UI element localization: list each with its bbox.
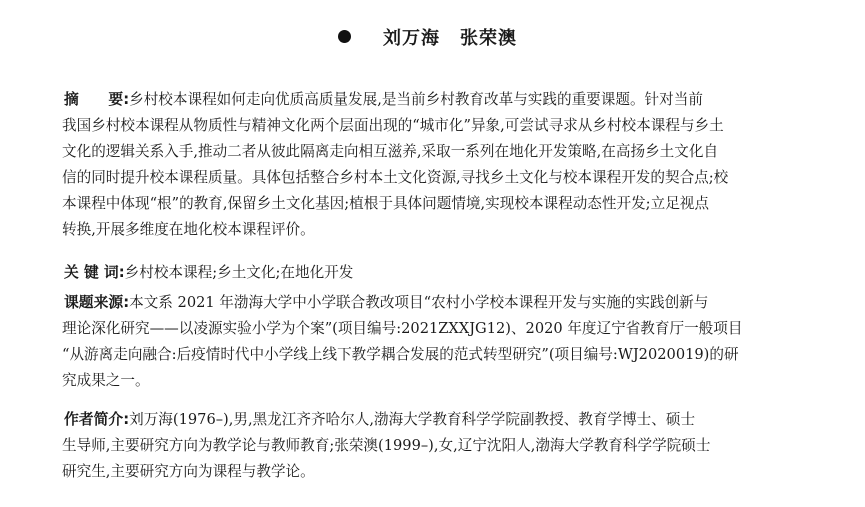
bullet-icon	[338, 30, 351, 43]
abstract-line-4: 信的同时提升校本课程质量。具体包括整合乡村本土文化资源,寻找乡土文化与校本课程开发的契合点;校	[62, 169, 729, 186]
author-info-line-2: 生导师,主要研究方向为教学论与教师教育;张荣澳(1999–),女,辽宁沈阳人,渤海大学教育科学学院硕士	[62, 437, 711, 454]
funding-line-4: 究成果之一。	[62, 372, 150, 389]
keywords-section	[62, 260, 838, 286]
abstract-line-5: 本课程中体现“根”的教育,保留乡土文化基因;植根于具体问题情境,实现校本课程动态性开发;立足视点	[62, 195, 709, 212]
keywords-line	[62, 260, 838, 286]
keywords-label: 关 键 词:	[64, 264, 125, 281]
funding-section	[62, 290, 838, 394]
abstract-section	[62, 87, 838, 243]
funding-line-1	[62, 290, 838, 316]
author-name-2: 张荣澳	[460, 28, 517, 49]
funding-text-1: 本文系 2021 年渤海大学中小学联合教改项目“农村小学校本课程开发与实施的实践创新与	[129, 294, 709, 311]
funding-label: 课题来源:	[64, 294, 130, 311]
author-info-line-3: 研究生,主要研究方向为课程与教学论。	[62, 463, 315, 480]
author-name-1: 刘万海	[383, 28, 440, 49]
funding-line-2: 理论深化研究——以凌源实验小学为个案”(项目编号:2021ZXXJG12)、2020 年度辽宁省教育厅一般项目	[62, 320, 743, 337]
author-info-label: 作者简介:	[64, 411, 130, 428]
author-info-text-1: 刘万海(1976–),男,黑龙江齐齐哈尔人,渤海大学教育科学学院副教授、教育学博士、硕士	[129, 411, 696, 428]
abstract-line-1	[62, 87, 838, 113]
abstract-line-6: 转换,开展多维度在地化校本课程评价。	[62, 221, 315, 238]
abstract-line-2: 我国乡村校本课程从物质性与精神文化两个层面出现的“城市化”异象,可尝试寻求从乡村校本课程与乡土	[62, 117, 724, 134]
author-info-line-1	[62, 407, 838, 433]
keywords-text: 乡村校本课程;乡土文化;在地化开发	[124, 264, 354, 281]
abstract-text-1: 乡村校本课程如何走向优质高质量发展,是当前乡村教育改革与实践的重要课题。针对当前	[129, 91, 703, 108]
author-line	[0, 26, 865, 52]
abstract-label: 摘 要:	[64, 91, 130, 108]
funding-line-3: “从游离走向融合:后疫情时代中小学线上线下教学耦合发展的范式转型研究”(项目编号:WJ2020019)的研	[62, 346, 739, 363]
author-info-section	[62, 407, 838, 485]
abstract-line-3: 文化的逻辑关系入手,推动二者从彼此隔离走向相互滋养,采取一系列在地化开发策略,在高扬乡土文化自	[62, 143, 719, 160]
